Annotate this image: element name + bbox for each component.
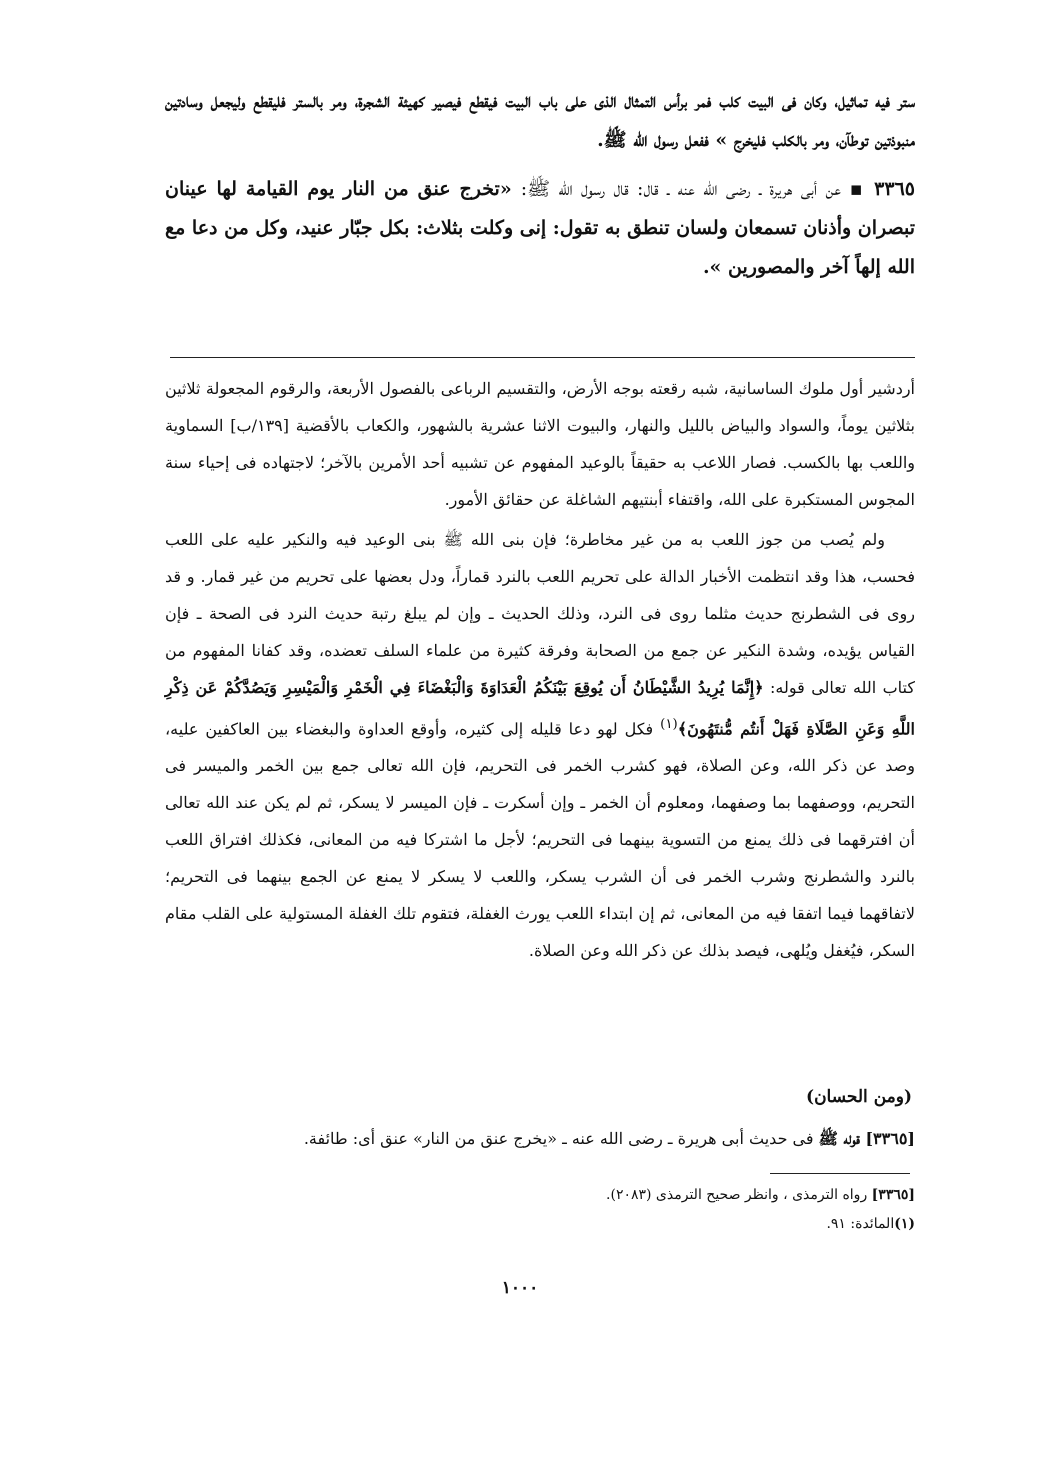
section-heading: (ومن الحسان) — [806, 1087, 912, 1107]
commentary-para2-start: ولم يُصب من جوز اللعب به من غير مخاطرة؛ فإن بنى الله ﷺ بنى الوعيد فيه والنكير عليه على اللعب فحسب، هذا وقد انتظمت الأخبار الدالة على تحريم اللعب بالنرد قماراً، ودل بعضها على تحريم من غير قمار. و قد روى فى الشطرنج حديث مثلما روى فى النرد، وذلك الحديث ـ وإن لم يبلغ رتبة حديث النرد فى الصحة ـ فإن القياس يؤيده، وشدة النكير عن جمع من الصحابة وفرقة كثيرة من علماء السلف تعضده، وقد كفانا المفهوم من كتاب الله تعالى قوله: — [165, 530, 915, 697]
quran-verse: ﴿إِنَّمَا يُرِيدُ الشَّيْطَانُ أَن يُوقِعَ بَيْنَكُمُ الْعَدَاوَةَ وَالْبَغْضَاءَ فِي الْخَمْرِ وَالْمَيْسِرِ وَيَصُدَّكُمْ عَن ذِكْرِ اللَّهِ وَعَنِ الصَّلَاةِ فَهَلْ أَنتُم مُّنتَهُونَ﴾ — [165, 678, 915, 739]
footnote-1 — [165, 1181, 915, 1210]
footnote-2-number: (١) — [894, 1216, 915, 1232]
hadith-intro: عن أبى هريرة ـ رضى الله عنه ـ قال: قال رسول الله ﷺ: — [520, 178, 841, 200]
main-paragraph-1: ستر فيه تماثيل، وكان فى البيت كلب فمر برأس التمثال الذى على باب البيت فيقطع فيصير كهيئة الشجرة، ومر بالستر فليقطع وليجعل وسادتين منبوذتين توطآن، ومر بالكلب فليخرج » ففعل رسول الله ﷺ. — [165, 90, 915, 151]
footnotes — [165, 1181, 915, 1239]
commentary-paragraph-2 — [165, 521, 915, 969]
hadith-text: «تخرج عنق من النار يوم القيامة لها عينان تبصران وأذنان تسمعان ولسان تنطق به تقول: إنى وكلت بثلاث: بكل جبّار عنيد، وكل من دعا مع الله إلهاً آخر والمصورين ». — [165, 178, 915, 278]
footnote-1-number: [٣٣٦٥] — [871, 1187, 915, 1203]
footnote-1-text: رواه الترمذى ، وانظر صحيح الترمذى (٢٠٨٣). — [606, 1187, 868, 1203]
hadith-number: ٣٣٦٥ — [874, 178, 915, 200]
footnote-2 — [165, 1210, 915, 1239]
commentary-text — [165, 370, 915, 969]
commentary-hadith-line — [165, 1120, 915, 1157]
hadith-paragraph — [165, 170, 915, 287]
quran-footnote-ref: (١) — [660, 717, 678, 732]
footnote-2-text: المائدة: ٩١. — [826, 1216, 895, 1232]
page-number: ١٠٠٠ — [501, 1278, 539, 1298]
footnote-divider — [770, 1173, 910, 1174]
commentary-para2-end: فكل لهو دعا قليله إلى كثيره، وأوقع العداوة والبغضاء بين العاكفين عليه، وصد عن ذكر الله، وعن الصلاة، فهو كشرب الخمر فى التحريم، فإن الله تعالى جمع بين الخمر والميسر فى التحريم، ووصفهما بما وصفهما، ومعلوم أن الخمر ـ وإن أسكرت ـ فإن الميسر لا يسكر، ثم لم يكن عند الله تعالى أن افترقهما فى ذلك يمنع من التسوية بينهما فى التحريم؛ لأجل ما اشتركا فيه من المعانى، فكذلك افتراق اللعب بالنرد والشطرنج وشرب الخمر فى أن الشرب يسكر، واللعب لا يسكر لا يمنع عن الجمع بينهما فى التحريم؛ لاتفاقهما فيما اتفقا فيه من المعانى، ثم إن ابتداء اللعب يورث الغفلة، فتقوم تلك الغفلة المستولية على القلب مقام السكر، فيُغفل ويُلهى، فيصد بذلك عن ذكر الله وعن الصلاة. — [165, 719, 916, 961]
main-divider — [170, 357, 915, 358]
hadith-bullet: ▪ — [840, 178, 875, 200]
commentary-hadith-ref: [٣٣٦٥] قوله ﷺ — [818, 1129, 915, 1148]
main-text — [165, 82, 915, 287]
commentary-paragraph-1: أردشير أول ملوك الساسانية، شبه رقعته بوجه الأرض، والتقسيم الرباعى بالفصول الأربعة، والرقوم المجعولة ثلاثين بثلاثين يوماً، والسواد والبياض بالليل والنهار، والبيوت الاثنا عشرية بالشهور، والكعاب بالأقضية [١٣٩/ب] السماوية واللعب بها بالكسب. فصار اللاعب به حقيقاً بالوعيد المفهوم عن تشبيه أحد الأمرين بالآخر؛ لاجتهاده فى إحياء سنة المجوس المستكبرة على الله، واقتفاء أبنتيهم الشاغلة عن حقائق الأمور. — [165, 379, 915, 509]
commentary-hadith-text: فى حديث أبى هريرة ـ رضى الله عنه ـ «يخرج عنق من النار» عنق أى: طائفة. — [303, 1129, 814, 1148]
